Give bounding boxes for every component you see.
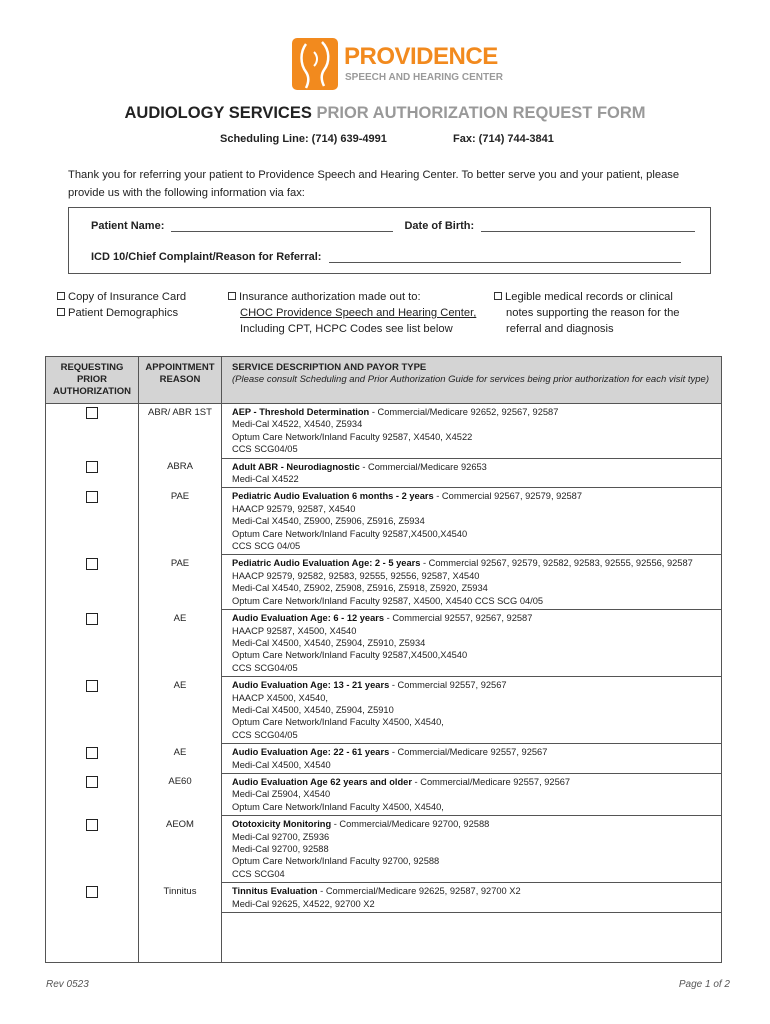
checklist-col-3 <box>494 289 680 337</box>
services-table <box>45 356 722 963</box>
prior-auth-checkbox[interactable] <box>86 558 98 570</box>
service-code-line: Medi-Cal 92700, Z5936 <box>232 831 330 842</box>
table-row <box>46 883 722 913</box>
service-code-line: HAACP 92579, 92587, X4540 <box>232 503 356 514</box>
service-payor: - Commercial/Medicare 92653 <box>359 461 487 472</box>
prior-auth-cell <box>46 458 139 488</box>
checklist-item-detail: Including CPT, HCPC Codes see list below <box>240 323 453 335</box>
prior-auth-cell <box>46 883 139 913</box>
empty-cell <box>222 913 722 963</box>
header-service-description: SERVICE DESCRIPTION AND PAYOR TYPE (Please consult Scheduling and Prior Authorization Guide for services being prior authorization for each visit type) <box>222 357 722 404</box>
service-title: Audio Evaluation Age: 13 - 21 years <box>232 680 390 691</box>
header-note: (Please consult Scheduling and Prior Authorization Guide for services being prior authorization for each visit type) <box>232 374 710 385</box>
appointment-reason: PAE <box>139 555 222 610</box>
table-row <box>46 458 722 488</box>
prior-auth-cell <box>46 816 139 883</box>
table-row <box>46 488 722 555</box>
service-title-line <box>232 746 717 758</box>
service-code-line: HAACP 92587, X4500, X4540 <box>232 625 357 636</box>
appointment-reason: AE <box>139 610 222 677</box>
service-title-line <box>232 557 717 569</box>
checklist-item[interactable]: Legible medical records or clinical <box>494 289 680 305</box>
service-payor: - Commercial 92557, 92567 <box>389 680 507 691</box>
table-row <box>46 555 722 610</box>
service-title: Adult ABR - Neurodiagnostic <box>232 461 360 472</box>
appointment-reason: PAE <box>139 488 222 555</box>
dob-label: Date of Birth: <box>404 220 475 232</box>
checklist-item[interactable]: Copy of Insurance Card <box>57 289 186 305</box>
service-code-line: Optum Care Network/Inland Faculty 92587,X4500,X4540 <box>232 528 468 539</box>
form-title-rest: PRIOR AUTHORIZATION REQUEST FORM <box>316 104 646 122</box>
service-title-line <box>232 679 717 691</box>
service-code-line: Medi-Cal X4500, X4540, Z5904, Z5910 <box>232 704 394 715</box>
service-title: Pediatric Audio Evaluation 6 months - 2 years <box>232 491 434 502</box>
service-payor: - Commercial/Medicare 92700, 92588 <box>331 819 490 830</box>
service-description <box>222 773 722 815</box>
prior-auth-cell <box>46 677 139 744</box>
table-row <box>46 404 722 459</box>
table-filler-row <box>46 913 722 963</box>
service-title: AEP - Threshold Determination <box>232 407 370 417</box>
prior-auth-cell <box>46 610 139 677</box>
service-description <box>222 744 722 774</box>
prior-auth-cell <box>46 744 139 774</box>
header-appointment-reason: APPOINTMENT REASON <box>139 357 222 404</box>
service-code-line: Optum Care Network/Inland Faculty X4500, X4540, <box>232 717 444 728</box>
service-code-line: Medi-Cal Z5904, X4540 <box>232 789 331 800</box>
prior-auth-checkbox[interactable] <box>86 886 98 898</box>
service-title-line <box>232 461 717 473</box>
table-row <box>46 773 722 815</box>
service-title: Tinnitus Evaluation <box>232 886 318 897</box>
appointment-reason: Tinnitus <box>139 883 222 913</box>
service-payor: - Commercial 92567, 92579, 92582, 92583, 92555, 92556, 92587 <box>420 558 693 569</box>
table-row <box>46 677 722 744</box>
prior-auth-cell <box>46 488 139 555</box>
service-code-line: Medi-Cal 92700, 92588 <box>232 844 329 854</box>
service-description <box>222 488 722 555</box>
service-code-line: Medi-Cal X4540, Z5902, Z5908, Z5916, Z5918, Z5920, Z5934 <box>232 583 488 594</box>
service-code-line: CCS SCG04 <box>232 868 285 879</box>
intro-paragraph: Thank you for referring your patient to Providence Speech and Hearing Center. To better serve you and your patient, please provide us with the following information via fax: <box>68 169 680 199</box>
checkbox-icon[interactable] <box>57 292 65 300</box>
service-title: Ototoxicity Monitoring <box>232 819 332 830</box>
logo-title: PROVIDENCE <box>344 43 498 70</box>
service-code-line: Medi-Cal X4500, X4540 <box>232 759 331 770</box>
checklist-item-detail: notes supporting the reason for the <box>506 307 680 319</box>
fax-line: Fax: (714) 744-3841 <box>453 133 554 145</box>
service-description <box>222 816 722 883</box>
service-description <box>222 677 722 744</box>
prior-auth-checkbox[interactable] <box>86 819 98 831</box>
service-title: Pediatric Audio Evaluation Age: 2 - 5 years <box>232 558 421 569</box>
providence-logo-icon <box>292 38 338 90</box>
table-row <box>46 610 722 677</box>
form-title <box>0 104 770 123</box>
icd-field[interactable] <box>329 253 681 263</box>
appointment-reason: AE60 <box>139 773 222 815</box>
service-payor: - Commercial/Medicare 92652, 92567, 92587 <box>369 407 559 417</box>
service-payor: - Commercial 92567, 92579, 92587 <box>433 491 582 502</box>
checklist-item-detail: referral and diagnosis <box>506 323 614 335</box>
patient-name-label: Patient Name: <box>91 220 165 232</box>
checklist-item-detail: CHOC Providence Speech and Hearing Center, <box>240 307 477 319</box>
checkbox-icon[interactable] <box>57 308 65 316</box>
service-code-line: CCS SCG04/05 <box>232 444 298 455</box>
prior-auth-cell <box>46 404 139 459</box>
checklist-col-1 <box>57 289 186 321</box>
patient-name-row <box>91 220 695 232</box>
service-title-line <box>232 490 717 502</box>
service-code-line: CCS SCG04/05 <box>232 662 298 673</box>
service-code-line: Optum Care Network/Inland Faculty 92700, 92588 <box>232 856 440 867</box>
service-description <box>222 404 722 459</box>
service-description <box>222 610 722 677</box>
patient-name-field[interactable] <box>171 222 393 232</box>
service-code-line: Medi-Cal 92625, X4522, 92700 X2 <box>232 898 375 909</box>
service-code-line: HAACP X4500, X4540, <box>232 692 328 703</box>
service-payor: - Commercial/Medicare 92625, 92587, 92700 X2 <box>317 886 521 897</box>
prior-auth-checkbox[interactable] <box>86 680 98 692</box>
form-title-bold: AUDIOLOGY SERVICES <box>124 104 312 122</box>
appointment-reason: ABRA <box>139 458 222 488</box>
empty-cell <box>46 913 139 963</box>
service-payor: - Commercial/Medicare 92557, 92567 <box>389 747 548 758</box>
header-requesting: REQUESTING PRIOR AUTHORIZATION <box>46 357 139 404</box>
service-title: Audio Evaluation Age: 22 - 61 years <box>232 747 390 758</box>
table-row <box>46 744 722 774</box>
appointment-reason: AE <box>139 744 222 774</box>
providence-logo <box>292 38 503 90</box>
service-code-line: Medi-Cal X4500, X4540, Z5904, Z5910, Z5934 <box>232 637 426 648</box>
prior-auth-checkbox[interactable] <box>86 613 98 625</box>
services-table-body <box>46 404 722 963</box>
prior-auth-checkbox[interactable] <box>86 461 98 473</box>
revision-label: Rev 0523 <box>46 979 89 990</box>
icd-row <box>91 251 681 263</box>
prior-auth-checkbox[interactable] <box>86 407 98 419</box>
table-header-row <box>46 357 722 404</box>
logo-subtitle: SPEECH AND HEARING CENTER <box>345 72 503 83</box>
service-code-line: Medi-Cal X4522 <box>232 474 299 485</box>
service-title-line <box>232 885 717 897</box>
service-code-line: Medi-Cal X4540, Z5900, Z5906, Z5916, Z5934 <box>232 516 425 527</box>
service-description <box>222 458 722 488</box>
table-row <box>46 816 722 883</box>
appointment-reason: ABR/ ABR 1ST <box>139 404 222 459</box>
checklist-item[interactable]: Patient Demographics <box>57 305 186 321</box>
service-code-line: HAACP 92579, 92582, 92583, 92555, 92556, 92587, X4540 <box>232 570 480 581</box>
prior-auth-checkbox[interactable] <box>86 747 98 759</box>
service-code-line: Optum Care Network/Inland Faculty 92587, X4500, X4540 CCS SCG 04/05 <box>232 595 544 606</box>
service-title: Audio Evaluation Age 62 years and older <box>232 776 412 787</box>
scheduling-line: Scheduling Line: (714) 639-4991 <box>220 133 387 145</box>
service-code-line: Optum Care Network/Inland Faculty 92587,X4500,X4540 <box>232 650 468 661</box>
dob-field[interactable] <box>481 222 695 232</box>
service-code-line: Medi-Cal X4522, X4540, Z5934 <box>232 419 363 430</box>
empty-cell <box>139 913 222 963</box>
checklist-item[interactable]: Insurance authorization made out to: <box>228 289 476 305</box>
service-code-line: CCS SCG04/05 <box>232 729 298 740</box>
page-number: Page 1 of 2 <box>678 979 730 990</box>
icd-label: ICD 10/Chief Complaint/Reason for Referral: <box>91 251 322 263</box>
prior-auth-cell <box>46 773 139 815</box>
service-description <box>222 555 722 610</box>
appointment-reason: AE <box>139 677 222 744</box>
service-title-line <box>232 776 717 788</box>
prior-auth-checkbox[interactable] <box>86 491 98 503</box>
service-title: Audio Evaluation Age: 6 - 12 years <box>232 613 385 624</box>
service-title-line <box>232 612 717 624</box>
service-payor: - Commercial 92557, 92567, 92587 <box>384 613 533 624</box>
service-payor: - Commercial/Medicare 92557, 92567 <box>411 776 571 787</box>
service-description <box>222 883 722 913</box>
prior-auth-checkbox[interactable] <box>86 776 98 788</box>
service-title-line <box>232 818 717 830</box>
checklist-col-2 <box>228 289 476 337</box>
service-code-line: CCS SCG 04/05 <box>232 541 301 552</box>
checkbox-icon[interactable] <box>494 292 502 300</box>
appointment-reason: AEOM <box>139 816 222 883</box>
patient-info-box <box>68 207 711 274</box>
service-title-line <box>232 406 717 418</box>
service-code-line: Optum Care Network/Inland Faculty 92587, X4540, X4522 <box>232 431 473 442</box>
prior-auth-cell <box>46 555 139 610</box>
service-code-line: Optum Care Network/Inland Faculty X4500, X4540, <box>232 801 444 812</box>
checkbox-icon[interactable] <box>228 292 236 300</box>
